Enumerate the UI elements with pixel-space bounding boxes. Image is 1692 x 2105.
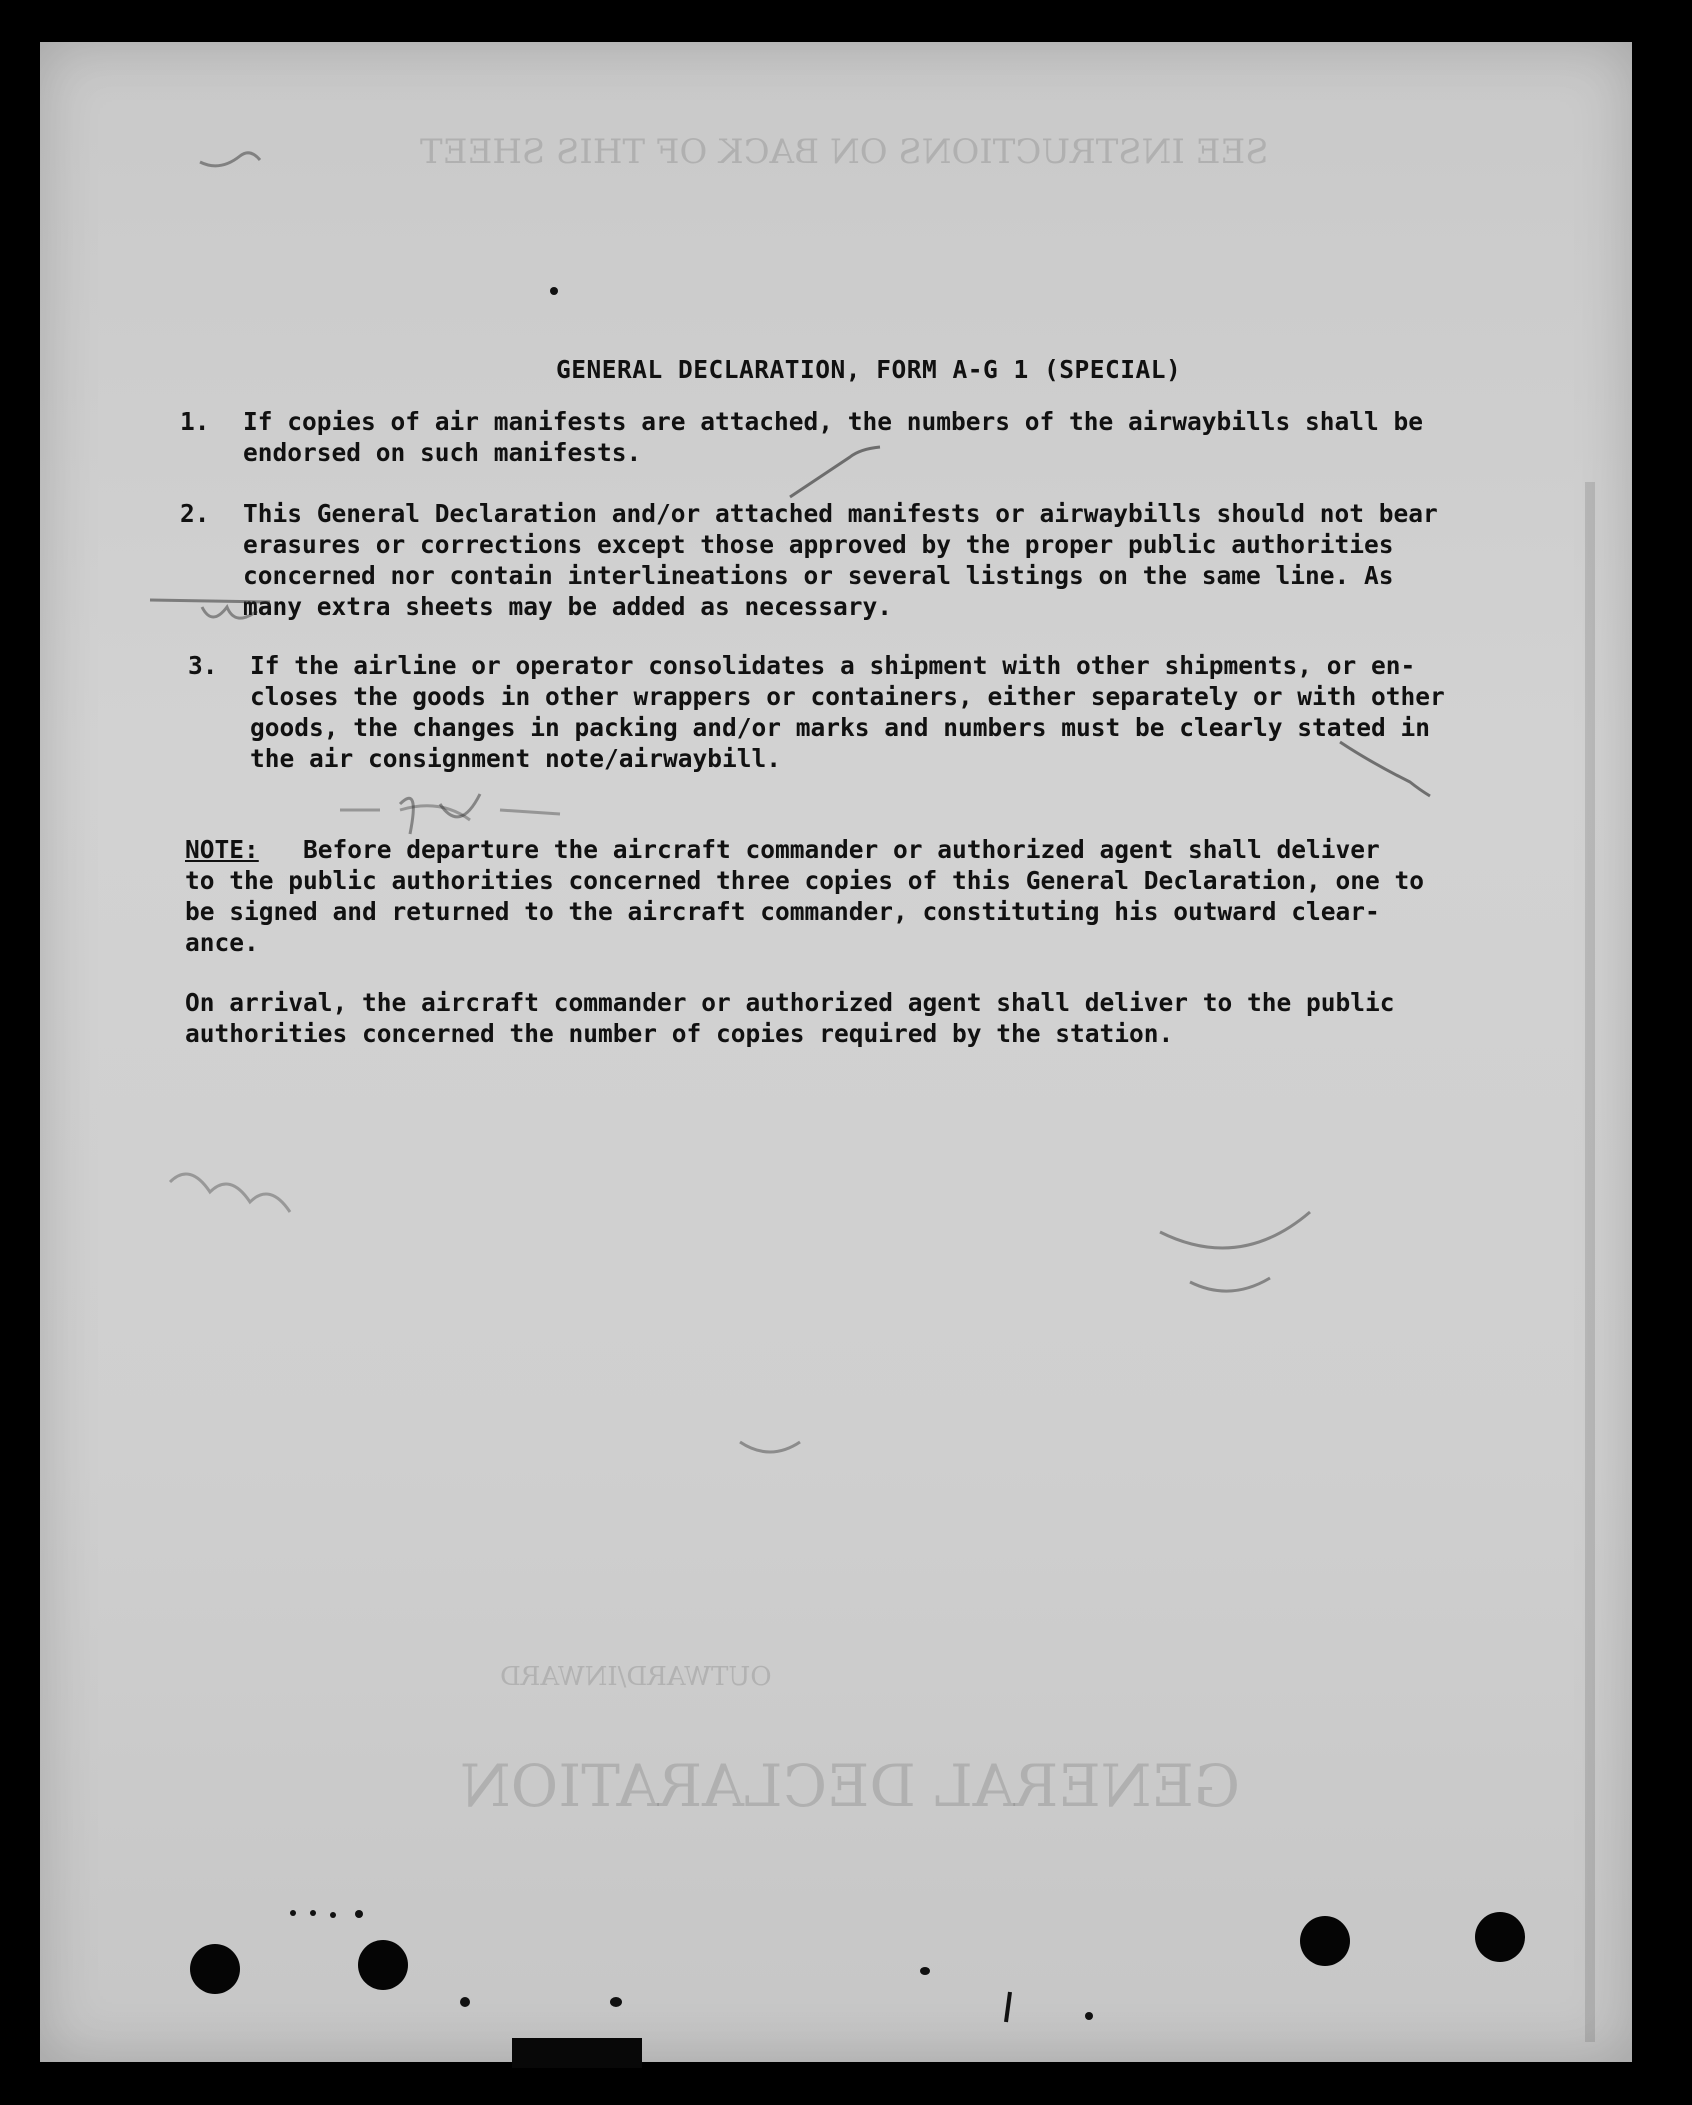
item-line: If the airline or operator consolidates a shipment with other shipments, or en- (250, 651, 1416, 680)
note-line: be signed and returned to the aircraft commander, constituting his outward clear- (185, 897, 1380, 926)
item-number: 1. (180, 407, 210, 436)
note-first-line (185, 834, 1380, 865)
item-line: This General Declaration and/or attached manifests or airwaybills should not bear (243, 499, 1438, 528)
ink-speck (610, 1997, 622, 2007)
item-line: closes the goods in other wrappers or containers, either separately or with other (250, 682, 1445, 711)
item-line: erasures or corrections except those approved by the proper public authorities (243, 530, 1394, 559)
punch-hole (358, 1940, 408, 1990)
ink-speck (355, 1910, 363, 1918)
item-line: concerned nor contain interlineations or several listings on the same line. As (243, 561, 1394, 590)
ink-speck (1085, 2012, 1093, 2020)
ink-speck (920, 1967, 930, 1975)
arrival-line: authorities concerned the number of copies required by the station. (185, 1019, 1174, 1048)
note-line: Before departure the aircraft commander or authorized agent shall deliver (258, 835, 1380, 864)
item-line: goods, the changes in packing and/or marks and numbers must be clearly stated in (250, 713, 1431, 742)
ink-speck (330, 1912, 336, 1918)
ink-speck (460, 1997, 470, 2007)
item-number: 2. (180, 499, 210, 528)
item-line: If copies of air manifests are attached, the numbers of the airwaybills shall be (243, 407, 1424, 436)
punch-hole (1300, 1916, 1350, 1966)
note-line: to the public authorities concerned three copies of this General Declaration, one to (185, 866, 1425, 895)
punch-hole (190, 1944, 240, 1994)
scan-edge-mark (512, 2038, 642, 2068)
item-number: 3. (188, 651, 218, 680)
ink-speck (310, 1910, 316, 1916)
ink-speck (550, 287, 558, 295)
item-line: endorsed on such manifests. (243, 438, 642, 467)
item-line: many extra sheets may be added as necessary. (243, 592, 893, 621)
arrival-line: On arrival, the aircraft commander or authorized agent shall deliver to the public (185, 988, 1395, 1017)
bleed-through-text: SEE INSTRUCTIONS ON BACK OF THIS SHEET (420, 132, 1269, 172)
form-title: GENERAL DECLARATION, FORM A-G 1 (SPECIAL) (556, 355, 1182, 384)
ink-speck (290, 1910, 296, 1916)
bleed-through-text: OUTWARD/INWARD (500, 1662, 772, 1692)
document-page (40, 42, 1632, 2062)
punch-hole (1475, 1912, 1525, 1962)
note-label: NOTE: (185, 835, 259, 864)
note-line: ance. (185, 928, 259, 957)
item-line: the air consignment note/airwaybill. (250, 744, 782, 773)
bleed-through-text: GENERAL DECLARATION (460, 1752, 1241, 1820)
